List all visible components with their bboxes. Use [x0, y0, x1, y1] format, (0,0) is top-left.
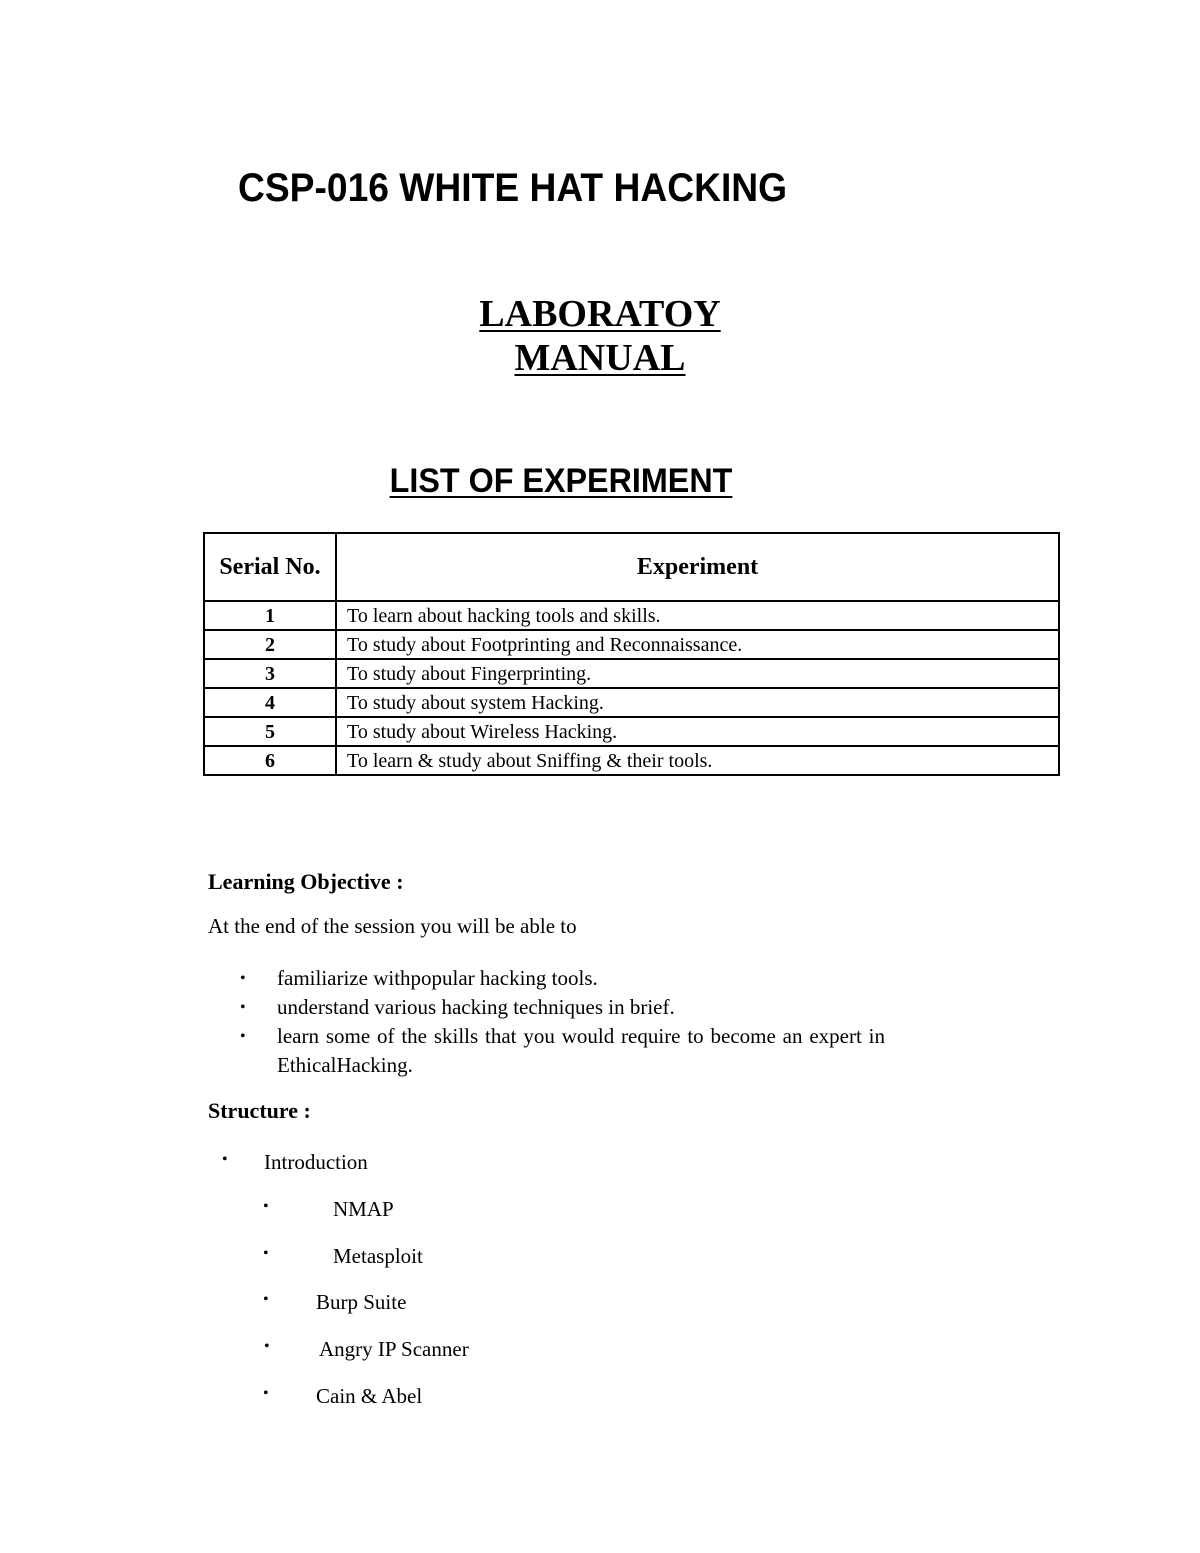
structure-subitem — [264, 1337, 469, 1362]
structure-item-text: Introduction — [264, 1150, 368, 1174]
manual-heading-line1: LABORATOY — [479, 293, 721, 335]
experiment-header: Experiment — [336, 533, 1059, 601]
table-row — [204, 746, 1059, 775]
table-row — [204, 688, 1059, 717]
structure-subitem-text: NMAP — [333, 1197, 394, 1221]
experiment-cell: To study about Wireless Hacking. — [336, 717, 1059, 746]
serial-cell: 3 — [204, 659, 336, 688]
serial-cell: 6 — [204, 746, 336, 775]
bullet-icon: • — [240, 970, 246, 987]
learning-objective-intro: At the end of the session you will be able to — [208, 914, 577, 938]
table-row — [204, 630, 1059, 659]
bullet-icon: • — [240, 1028, 246, 1045]
list-item — [240, 964, 885, 993]
list-item-text: understand various hacking techniques in brief. — [277, 995, 675, 1019]
list-item — [240, 1022, 885, 1080]
table-row — [204, 601, 1059, 630]
document-title: CSP-016 WHITE HAT HACKING — [238, 166, 788, 210]
serial-cell: 1 — [204, 601, 336, 630]
experiment-cell: To learn about hacking tools and skills. — [336, 601, 1059, 630]
table-row — [204, 717, 1059, 746]
structure-subitem — [263, 1197, 394, 1222]
bullet-icon: • — [263, 1198, 269, 1215]
manual-heading-line2: MANUAL — [514, 337, 686, 379]
structure-subitem-text: Angry IP Scanner — [319, 1337, 469, 1361]
list-item-text: familiarize withpopular hacking tools. — [277, 966, 598, 990]
learning-objective-heading: Learning Objective : — [208, 869, 404, 894]
structure-subitem — [263, 1290, 406, 1315]
experiment-cell: To study about system Hacking. — [336, 688, 1059, 717]
table-row — [204, 659, 1059, 688]
structure-subitem — [263, 1384, 422, 1409]
serial-cell: 2 — [204, 630, 336, 659]
bullet-icon: • — [264, 1338, 270, 1355]
serial-cell: 5 — [204, 717, 336, 746]
experiment-cell: To study about Fingerprinting. — [336, 659, 1059, 688]
list-item-text: learn some of the skills that you would require to become an expert in EthicalHacking. — [277, 1024, 885, 1077]
experiment-table — [203, 532, 1060, 776]
serial-no-header: Serial No. — [204, 533, 336, 601]
structure-subitem-text: Metasploit — [333, 1244, 423, 1268]
experiment-cell: To study about Footprinting and Reconnaissance. — [336, 630, 1059, 659]
structure-item-introduction — [222, 1150, 368, 1175]
learning-objective-list — [240, 964, 885, 1080]
bullet-icon: • — [263, 1385, 269, 1402]
structure-subitem — [263, 1244, 423, 1269]
table-header-row — [204, 533, 1059, 601]
structure-heading: Structure : — [208, 1098, 311, 1123]
bullet-icon: • — [222, 1151, 228, 1168]
list-of-experiment-heading: LIST OF EXPERIMENT — [389, 462, 733, 500]
bullet-icon: • — [263, 1291, 269, 1308]
serial-cell: 4 — [204, 688, 336, 717]
bullet-icon: • — [263, 1245, 269, 1262]
experiment-cell: To learn & study about Sniffing & their tools. — [336, 746, 1059, 775]
list-item — [240, 993, 885, 1022]
structure-subitem-text: Burp Suite — [316, 1290, 407, 1314]
structure-subitem-text: Cain & Abel — [316, 1384, 423, 1408]
bullet-icon: • — [240, 999, 246, 1016]
